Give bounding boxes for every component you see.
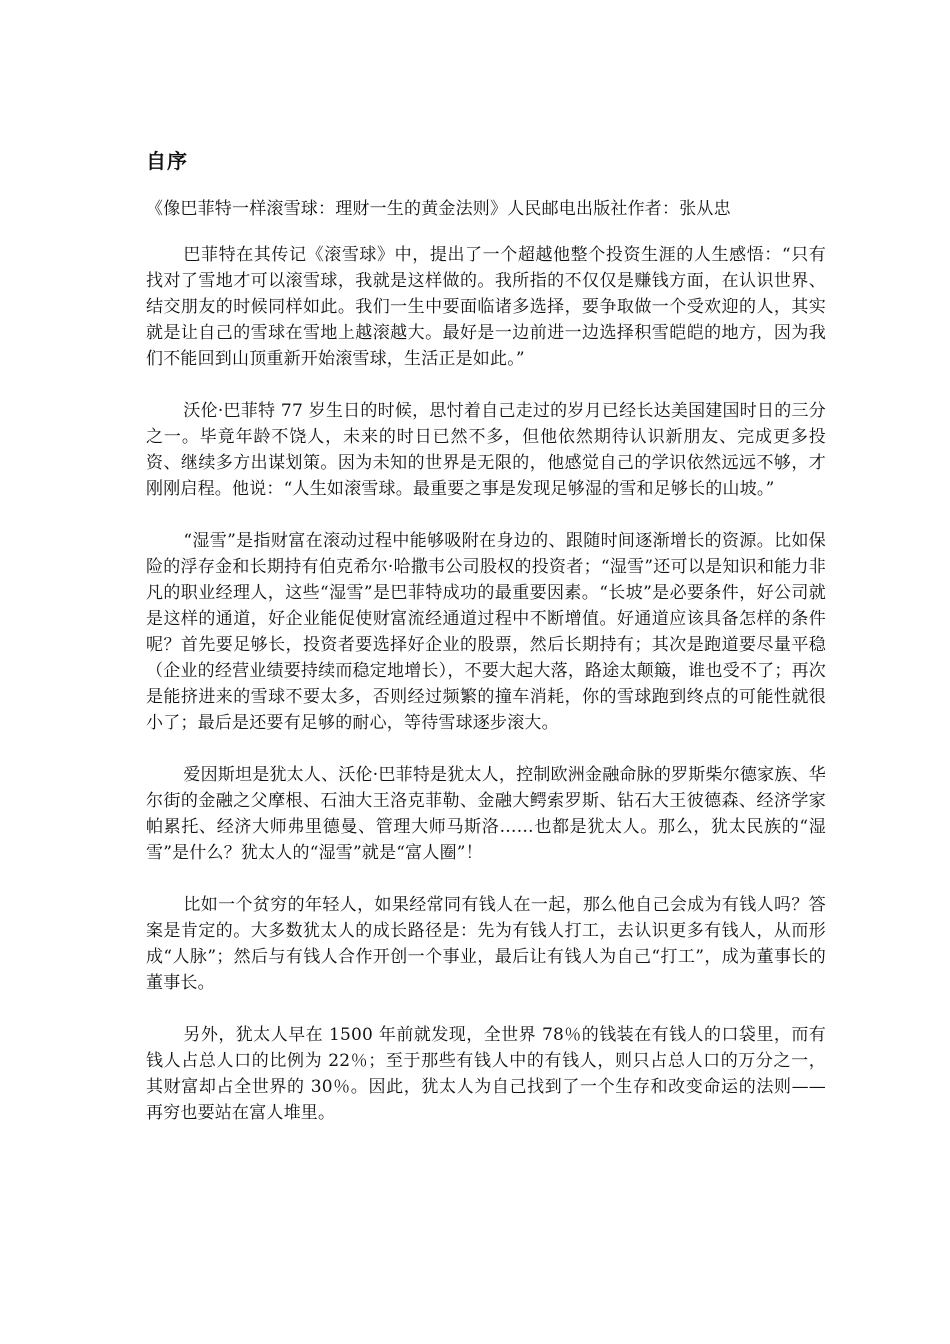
paragraph-2: 沃伦·巴菲特 77 岁生日的时候，思忖着自己走过的岁月已经长达美国建国时日的三分之一。毕竟年龄不饶人，未来的时日已然不多，但他依然期待认识新朋友、完成更多投资、继续多方出谋划策。因为未知的世界是无限的，他感觉自己的学识依然远远不够，才刚刚启程。他说：“人生如滚雪球。最重要之事是发现足够湿的雪和足够长的山坡。”	[146, 401, 826, 499]
paragraph-3: “湿雪”是指财富在滚动过程中能够吸附在身边的、跟随时间逐渐增长的资源。比如保险的浮存金和长期持有伯克希尔·哈撒韦公司股权的投资者；“湿雪”还可以是知识和能力非凡的职业经理人，这些“湿雪”是巴菲特成功的最重要因素。“长坡”是必要条件，好公司就是这样的通道，好企业能促使财富流经通道过程中不断增值。好通道应该具备怎样的条件呢？首先要足够长，投资者要选择好企业的股票，然后长期持有；其次是跑道要尽量平稳（企业的经营业绩要持续而稳定地增长），不要大起大落，路途太颠簸，谁也受不了；再次是能挤进来的雪球不要太多，否则经过频繁的撞车消耗，你的雪球跑到终点的可能性就很小了；最后是还要有足够的耐心，等待雪球逐步滚大。	[146, 531, 826, 733]
source-line: 《像巴菲特一样滚雪球：理财一生的黄金法则》人民邮电出版社作者：张从忠	[146, 199, 731, 219]
paragraph-6: 另外，犹太人早在 1500 年前就发现，全世界 78％的钱装在有钱人的口袋里，而有钱人占总人口的比例为 22％；至于那些有钱人中的有钱人，则只占总人口的万分之一，其财富却占全世界的 30％。因此，犹太人为自己找到了一个生存和改变命运的法则——再穷也要站在富人堆里。	[146, 1025, 826, 1123]
paragraph-5: 比如一个贫穷的年轻人，如果经常同有钱人在一起，那么他自己会成为有钱人吗？答案是肯定的。大多数犹太人的成长路径是：先为有钱人打工，去认识更多有钱人，从而形成“人脉”；然后与有钱人合作开创一个事业，最后让有钱人为自己“打工”，成为董事长的董事长。	[146, 895, 826, 993]
document-body	[146, 148, 826, 1152]
paragraph-4: 爱因斯坦是犹太人、沃伦·巴菲特是犹太人，控制欧洲金融命脉的罗斯柴尔德家族、华尔街的金融之父摩根、石油大王洛克菲勒、金融大鳄索罗斯、钻石大王彼德森、经济学家帕累托、经济大师弗里德曼、管理大师马斯洛……也都是犹太人。那么，犹太民族的“湿雪”是什么？犹太人的“湿雪”就是“富人圈”！	[146, 765, 826, 863]
paragraph-1: 巴菲特在其传记《滚雪球》中，提出了一个超越他整个投资生涯的人生感悟：“只有找对了雪地才可以滚雪球，我就是这样做的。我所指的不仅仅是赚钱方面，在认识世界、结交朋友的时候同样如此。我们一生中要面临诸多选择，要争取做一个受欢迎的人，其实就是让自己的雪球在雪地上越滚越大。最好是一边前进一边选择积雪皑皑的地方，因为我们不能回到山顶重新开始滚雪球，生活正是如此。”	[146, 245, 826, 369]
page-title: 自序	[146, 149, 188, 173]
